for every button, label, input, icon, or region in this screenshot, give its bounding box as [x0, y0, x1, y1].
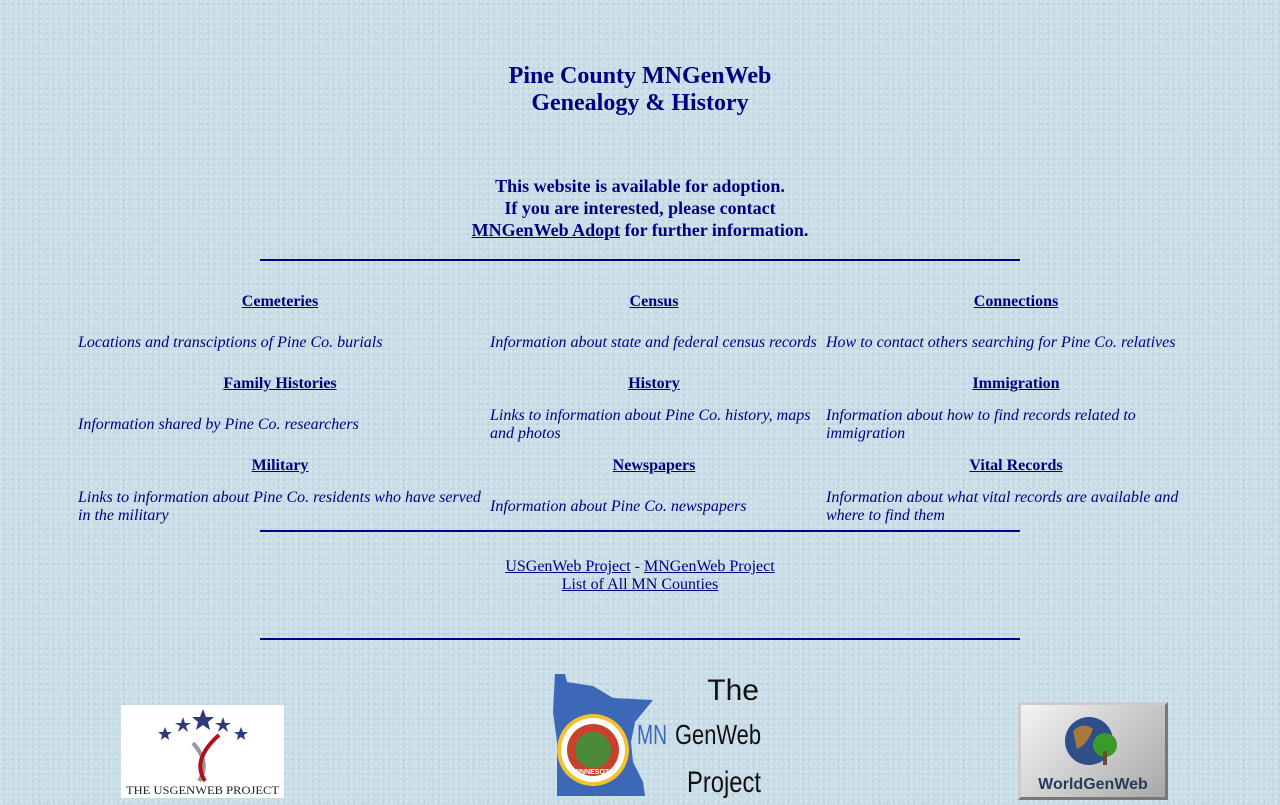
sections-table	[76, 288, 1208, 534]
logo-the: The	[707, 674, 759, 707]
stars-icon	[121, 705, 284, 798]
desc-census: Information about state and federal census records	[490, 334, 817, 351]
mngenweb-logo[interactable]	[553, 670, 765, 800]
page-title	[0, 63, 1280, 117]
link-history[interactable]: History	[628, 375, 680, 392]
link-immigration[interactable]: Immigration	[972, 375, 1060, 392]
desc-family-histories: Information shared by Pine Co. researchers	[78, 416, 359, 433]
adoption-line-1: This website is available for adoption.	[495, 176, 785, 196]
link-newspapers[interactable]: Newspapers	[612, 457, 696, 474]
mngenweb-adopt-link[interactable]: MNGenWeb Adopt	[471, 220, 621, 240]
footer-links	[0, 558, 1280, 594]
link-military[interactable]: Military	[251, 457, 309, 474]
desc-connections: How to contact others searching for Pine Co. relatives	[826, 334, 1176, 351]
adoption-line-3	[0, 219, 1280, 241]
globe-tree-icon	[1021, 705, 1165, 797]
usgenweb-link[interactable]: USGenWeb Project	[505, 558, 631, 575]
link-family-histories[interactable]: Family Histories	[223, 375, 337, 392]
desc-immigration: Information about how to find records related to immigration	[826, 407, 1136, 442]
minnesota-map-icon	[553, 670, 765, 800]
divider	[260, 259, 1020, 261]
footer-separator: -	[630, 558, 644, 575]
adoption-notice	[0, 175, 1280, 241]
link-cemeteries[interactable]: Cemeteries	[241, 293, 319, 310]
desc-cemeteries: Locations and transciptions of Pine Co. burials	[78, 334, 383, 351]
worldgenweb-logo-text: WorldGenWeb	[1038, 776, 1148, 793]
adoption-line-3-rest: for further information.	[620, 220, 809, 240]
usgenweb-logo[interactable]	[121, 705, 284, 798]
seal-text: MINNESOTA	[572, 769, 614, 776]
desc-newspapers: Information about Pine Co. newspapers	[490, 498, 747, 515]
desc-history: Links to information about Pine Co. history, maps and photos	[490, 407, 811, 442]
mngenweb-link[interactable]: MNGenWeb Project	[644, 558, 775, 575]
logo-mn: MN	[637, 719, 667, 750]
worldgenweb-logo[interactable]	[1018, 702, 1168, 800]
logo-genweb: GenWeb	[675, 719, 761, 750]
divider	[260, 638, 1020, 640]
divider	[260, 530, 1020, 532]
link-connections[interactable]: Connections	[973, 293, 1059, 310]
usgenweb-logo-text: THE USGENWEB PROJECT	[126, 783, 280, 797]
desc-vital-records: Information about what vital records are available and where to find them	[826, 489, 1179, 524]
title-line-1: Pine County MNGenWeb	[508, 63, 772, 89]
mn-counties-link[interactable]: List of All MN Counties	[561, 576, 719, 593]
link-census[interactable]: Census	[629, 293, 679, 310]
link-vital-records[interactable]: Vital Records	[969, 457, 1063, 474]
title-line-2: Genealogy & History	[531, 90, 749, 116]
logo-project: Project	[687, 766, 762, 799]
adoption-line-2: If you are interested, please contact	[504, 198, 776, 218]
desc-military: Links to information about Pine Co. residents who have served in the military	[78, 489, 481, 524]
